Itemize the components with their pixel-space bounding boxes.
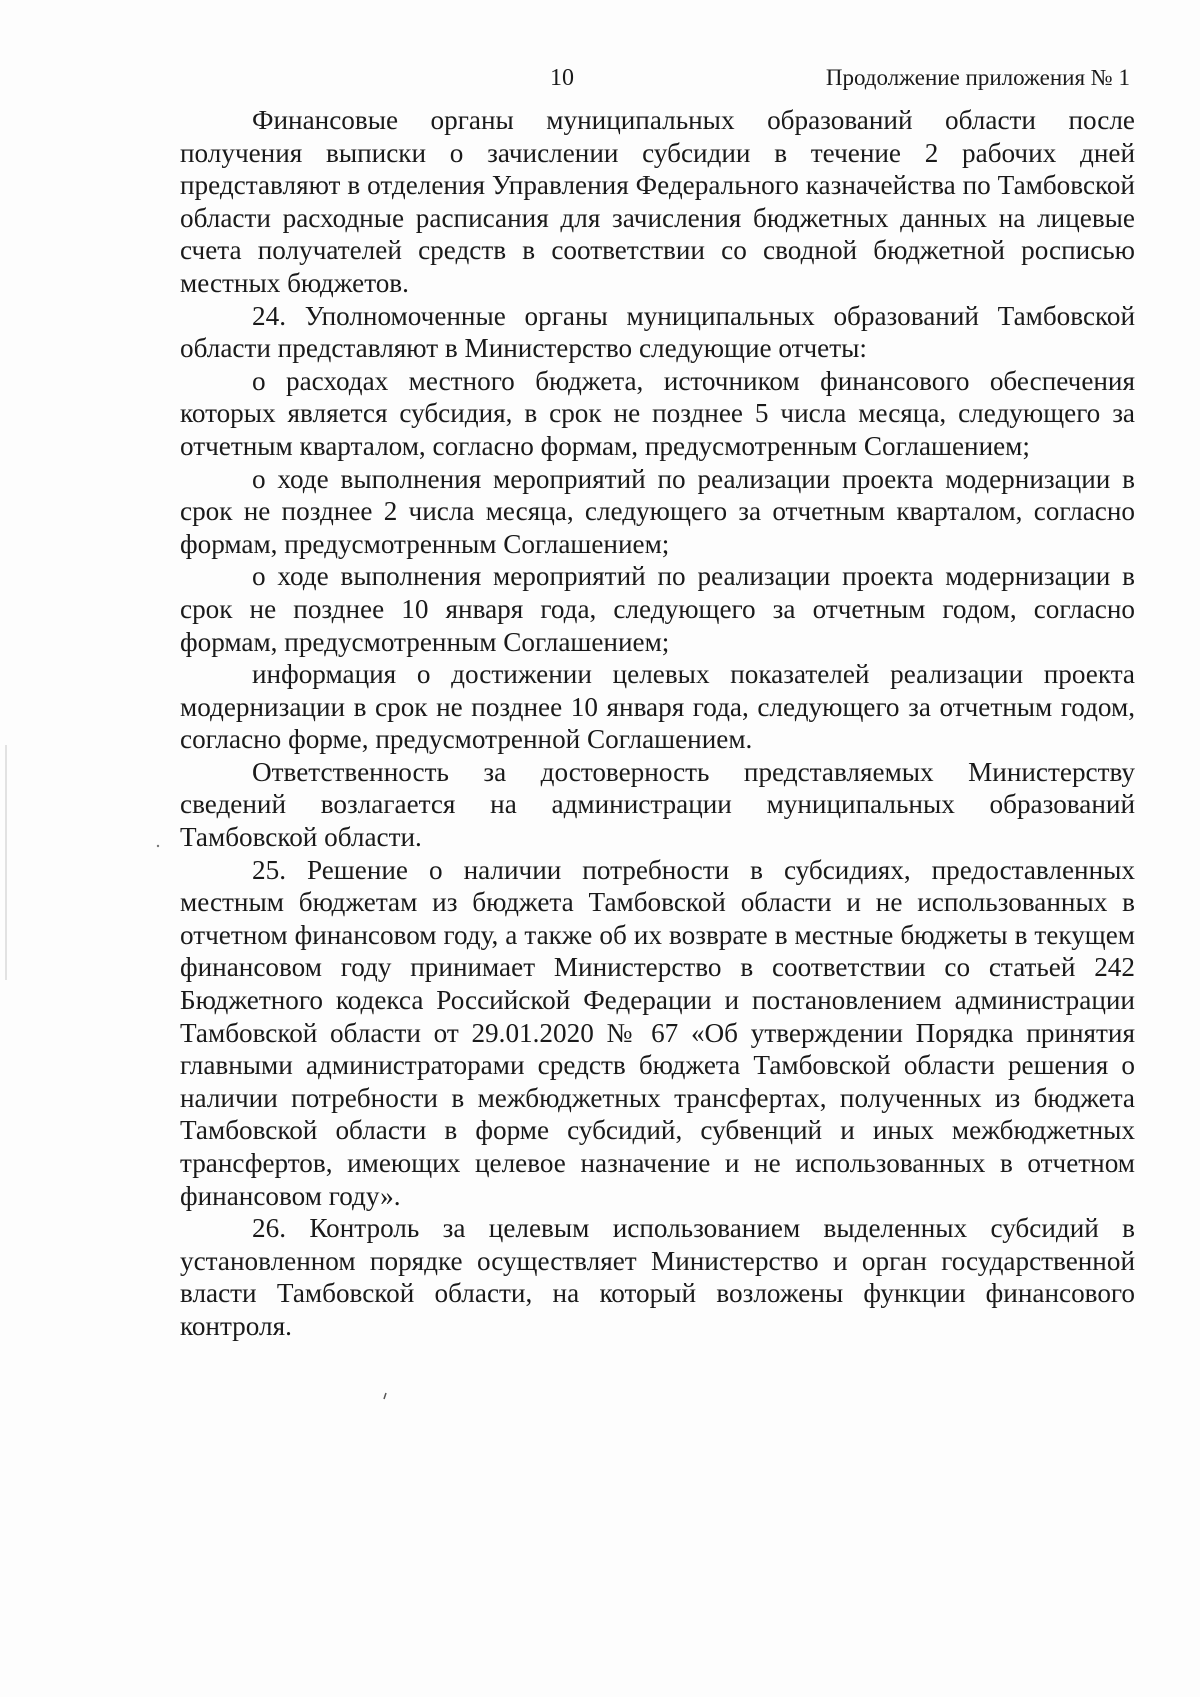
paragraph-report-expenses: о расходах местного бюджета, источником финансового обеспечения которых является субсидия, в срок не позднее 5 числа месяца, следующего за отчетным кварталом, согласно формам, предусмотренным Соглашением; xyxy=(180,365,1135,461)
appendix-continuation-label: Продолжение приложения № 1 xyxy=(825,65,1130,90)
scan-speck xyxy=(157,845,159,847)
scan-speck xyxy=(384,1393,386,1399)
paragraph-item-26: 26. Контроль за целевым использованием выделенных субсидий в установленном порядке осуществляет Министерство и орган государственной власти Тамбовской области, на который возложены функции финансового контроля. xyxy=(180,1213,1135,1341)
paragraph-target-indicators: информация о достижении целевых показателей реализации проекта модернизации в срок не позднее 10 января года, следующего за отчетным годом, согласно форме, предусмотренной Соглашением. xyxy=(180,659,1135,755)
page-number: 10 xyxy=(550,65,574,91)
paragraph-item-24: 24. Уполномоченные органы муниципальных образований Тамбовской области представляют в Министерство следующие отчеты: xyxy=(180,300,1135,364)
paragraph-report-annual-progress: о ходе выполнения мероприятий по реализации проекта модернизации в срок не позднее 10 января года, следующего за отчетным годом, согласно формам, предусмотренным Соглашением; xyxy=(180,561,1135,657)
document-body xyxy=(180,104,1135,1343)
paragraph-financial-bodies: Финансовые органы муниципальных образований области после получения выписки о зачислении субсидии в течение 2 рабочих дней представляют в отделения Управления Федерального казначейства по Тамбовской области расходные расписания для зачисления бюджетных данных на лицевые счета получателей средств в соответствии со сводной бюджетной росписью местных бюджетов. xyxy=(180,105,1135,298)
paragraph-report-quarterly-progress: о ходе выполнения мероприятий по реализации проекта модернизации в срок не позднее 2 числа месяца, следующего за отчетным кварталом, согласно формам, предусмотренным Соглашением; xyxy=(180,463,1135,559)
paragraph-responsibility: Ответственность за достоверность представляемых Министерству сведений возлагается на администрации муниципальных образований Тамбовской области. xyxy=(180,756,1135,853)
paragraph-item-25: 25. Решение о наличии потребности в субсидиях, предоставленных местным бюджетам из бюджета Тамбовской области и не использованных в отчетном финансовом году, а также об их возврате в местные бюджеты в текущем финансовом году принимает Министерство в соответствии со статьей 242 Бюджетного кодекса Российской Федерации и постановлением администрации Тамбовской области от 29.01.2020 № 67 «Об утверждении Порядка принятия главными администраторами средств бюджета Тамбовской области решения о наличии потребности в межбюджетных трансфертах, полученных из бюджета Тамбовской области в форме субсидий, субвенций и иных межбюджетных трансфертов, имеющих целевое назначение и не использованных в отчетном финансовом году». xyxy=(180,854,1135,1211)
page-header xyxy=(180,58,1130,98)
